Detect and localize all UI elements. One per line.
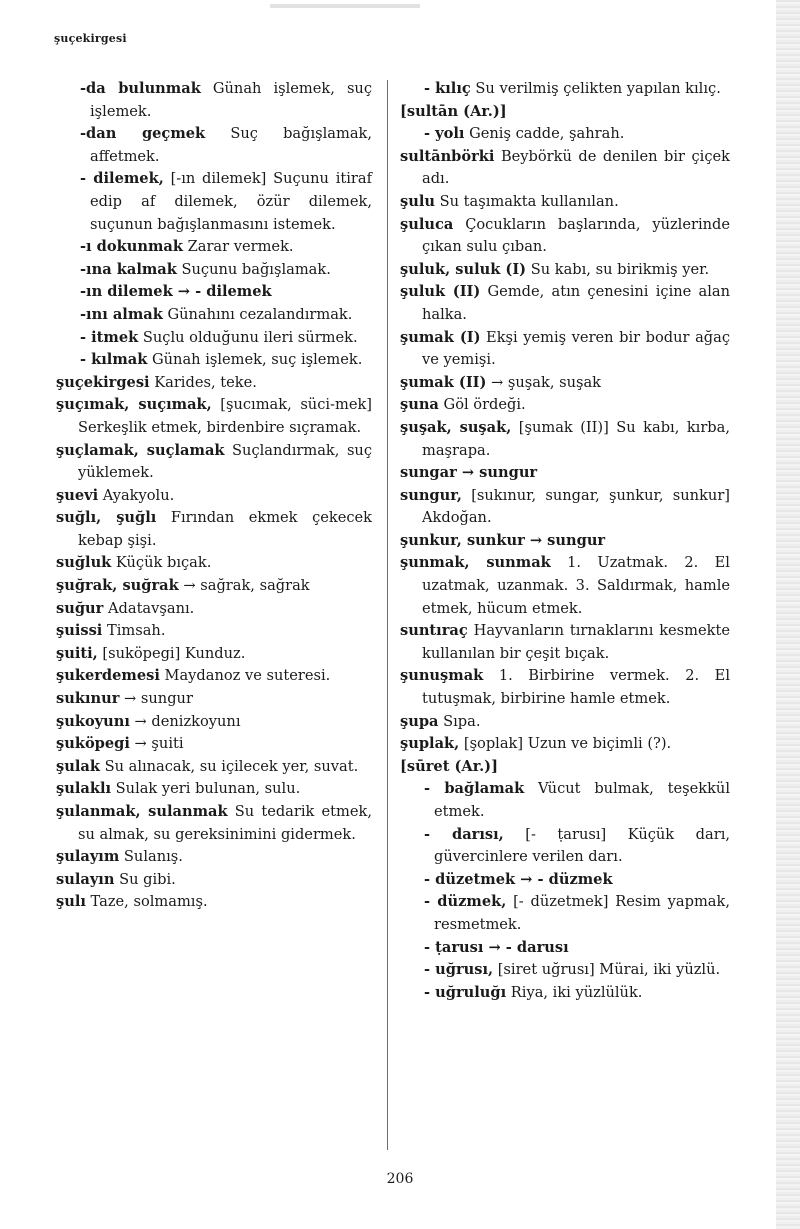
entry-headword: -dan geçmek — [80, 125, 206, 143]
dictionary-entry — [56, 575, 372, 598]
entry-definition: Günah işlemek, suç işlemek. — [90, 80, 373, 120]
entry-headword: şumak (II) — [400, 373, 487, 391]
entry-headword: şukoyunı — [56, 712, 130, 730]
running-head: şuçekirgesi — [54, 32, 127, 45]
entry-definition: Riya, iki yüzlülük. — [506, 983, 643, 1001]
entry-definition: [şumak (II)] Su kabı, kırba, maşrapa. — [422, 418, 730, 459]
entry-definition: Su tedarik etmek, su almak, su gereksinimini gidermek. — [78, 803, 372, 843]
entry-headword: şulu — [400, 192, 435, 210]
entry-definition: 1. Uzatmak. 2. El uzatmak, uzanmak. 3. Saldırmak, hamle etmek, hücum etmek. — [422, 554, 730, 617]
entry-definition: Günahını cezalandırmak. — [162, 305, 353, 323]
entry-headword: şunkur, sunkur → sungur — [400, 531, 606, 549]
entry-definition: [siret uğrusı] Mürai, iki yüzlü. — [493, 961, 721, 979]
entry-definition: Suçlu olduğunu ileri sürmek. — [138, 328, 358, 346]
dictionary-entry — [56, 756, 372, 779]
entry-headword: şuşak, suşak, — [400, 418, 512, 436]
dictionary-entry — [400, 485, 730, 530]
entry-definition: Su gibi. — [114, 870, 176, 888]
page-number: 206 — [386, 1171, 414, 1187]
entry-headword: şunmak, sunmak — [400, 554, 551, 572]
entry-definition: [sukınur, sungar, şunkur, sunkur] Akdoğan. — [422, 486, 730, 527]
dictionary-entry — [400, 146, 730, 191]
entry-definition: Su taşımakta kullanılan. — [434, 192, 619, 210]
dictionary-entry — [400, 711, 730, 734]
entry-headword: -da bulunmak — [80, 80, 201, 97]
entry-definition: Gemde, atın çenesini içine alan halka. — [422, 283, 730, 323]
dictionary-entry — [56, 394, 372, 439]
entry-definition: Taze, solmamış. — [85, 893, 208, 911]
sub-entry — [400, 959, 730, 982]
entry-headword: şuplak, — [400, 735, 460, 753]
entry-headword: şuçekirgesi — [56, 373, 150, 391]
dictionary-entry — [56, 552, 372, 575]
dictionary-entry — [56, 665, 372, 688]
entry-headword: şukerdemesi — [56, 667, 160, 685]
entry-headword: -ı dokunmak — [80, 238, 183, 256]
entry-definition: Sulanış. — [119, 848, 183, 866]
entry-headword: şuluk (II) — [400, 283, 481, 301]
dictionary-entry — [400, 101, 730, 124]
entry-headword: şulanmak, sulanmak — [56, 803, 228, 820]
entry-headword: şuğrak, suğrak — [56, 577, 179, 595]
entry-headword: [sūret (Ar.)] — [400, 757, 498, 775]
entry-headword: - itmek — [80, 328, 139, 346]
entry-headword: - darısı, — [424, 825, 504, 843]
sub-entry — [400, 869, 730, 892]
dictionary-entry — [56, 485, 372, 508]
entry-definition: Karides, teke. — [149, 373, 257, 391]
dictionary-entry — [56, 846, 372, 869]
entry-headword: - kılıç — [424, 80, 471, 97]
sub-entry — [400, 891, 730, 936]
entry-definition: → şuiti — [129, 735, 184, 753]
entry-definition: Günah işlemek, suç işlemek. — [147, 351, 363, 369]
dictionary-entry — [400, 733, 730, 756]
entry-headword: şuluca — [400, 215, 454, 233]
sub-entry — [400, 937, 730, 960]
entry-definition: Fırından ekmek çekecek kebap şişi. — [78, 509, 373, 549]
dictionary-entry — [400, 620, 730, 665]
entry-headword: - yolı — [424, 125, 465, 143]
dictionary-entry — [56, 598, 372, 621]
entry-definition: Ekşi yemiş veren bir bodur ağaç ve yemişi. — [422, 328, 730, 369]
sub-entry — [56, 168, 372, 236]
sub-entry — [56, 259, 372, 282]
entry-headword: - uğrusı, — [424, 961, 494, 979]
sub-entry — [56, 123, 372, 168]
sub-entry — [56, 281, 372, 304]
entry-headword: şulı — [56, 893, 86, 911]
sub-entry — [56, 327, 372, 350]
dictionary-entry — [400, 281, 730, 326]
sub-entry — [400, 123, 730, 146]
right-column — [400, 78, 730, 1004]
entry-definition: Su kabı, su birikmiş yer. — [526, 260, 710, 278]
entry-headword: şulaklı — [56, 780, 112, 798]
entry-headword: suntıraç — [400, 622, 468, 640]
sub-entry — [56, 236, 372, 259]
dictionary-entry — [400, 191, 730, 214]
dictionary-entry — [400, 552, 730, 620]
dictionary-entry — [56, 440, 372, 485]
dictionary-entry — [56, 869, 372, 892]
entry-headword: şuköpegi — [56, 735, 130, 753]
sub-entry — [400, 982, 730, 1005]
page-edge-shadow — [776, 0, 800, 1229]
entry-headword: - kılmak — [80, 351, 148, 369]
entry-headword: şulayım — [56, 848, 120, 866]
entry-headword: suğluk — [56, 554, 112, 572]
entry-definition: Suçunu bağışlamak. — [176, 260, 331, 278]
entry-definition: Su verilmiş çelikten yapılan kılıç. — [470, 80, 721, 97]
dictionary-entry — [400, 417, 730, 462]
entry-headword: sultānbörki — [400, 147, 495, 165]
dictionary-entry — [56, 733, 372, 756]
entry-definition: → denizkoyunı — [129, 712, 241, 730]
entry-headword: şumak (I) — [400, 328, 481, 346]
entry-definition: Su alınacak, su içilecek yer, suvat. — [99, 757, 359, 775]
entry-definition: Maydanoz ve suteresi. — [159, 667, 331, 685]
entry-definition: Sulak yeri bulunan, sulu. — [111, 780, 301, 798]
entry-definition: Çocukların başlarında, yüzlerinde çıkan sulu çıban. — [422, 215, 730, 256]
dictionary-entry — [56, 507, 372, 552]
entry-headword: - düzetmek → - düzmek — [424, 870, 613, 888]
entry-definition: Adatavşanı. — [103, 599, 195, 617]
entry-headword: - ṭarusı → - darusı — [424, 938, 569, 956]
sub-entry — [56, 78, 372, 123]
entry-headword: şuçlamak, suçlamak — [56, 441, 225, 459]
entry-headword: şuluk, suluk (I) — [400, 260, 527, 278]
entry-definition: Zarar vermek. — [182, 238, 294, 256]
entry-definition: [şucımak, süci-mek] Serkeşlik etmek, birdenbire sıçramak. — [78, 396, 372, 436]
entry-headword: şulak — [56, 757, 100, 775]
entry-definition: Ayakyolu. — [98, 486, 175, 504]
dictionary-entry — [400, 394, 730, 417]
entry-headword: -ın dilemek → - dilemek — [80, 283, 272, 301]
entry-definition: [- ṭarusı] Küçük darı, güvercinlere verilen darı. — [434, 825, 730, 866]
left-column — [56, 78, 372, 914]
entry-headword: şupa — [400, 712, 439, 730]
entry-headword: suğur — [56, 599, 104, 617]
dictionary-entry — [400, 259, 730, 282]
entry-headword: - bağlamak — [424, 780, 525, 798]
dictionary-entry — [400, 665, 730, 710]
entry-definition: 1. Birbirine vermek. 2. El tutuşmak, birbirine hamle etmek. — [422, 667, 730, 708]
dictionary-entry — [400, 756, 730, 779]
entry-definition: [suköpegi] Kunduz. — [97, 644, 246, 662]
entry-headword: sulayın — [56, 870, 115, 888]
dictionary-entry — [56, 801, 372, 846]
entry-definition: Hayvanların tırnaklarını kesmekte kullanılan bir çeşit bıçak. — [422, 622, 730, 662]
entry-definition: Beybörkü de denilen bir çiçek adı. — [422, 147, 730, 188]
dictionary-entry — [56, 372, 372, 395]
sub-entry — [400, 824, 730, 869]
dictionary-entry — [56, 643, 372, 666]
entry-headword: -ına kalmak — [80, 260, 177, 278]
entry-definition: Sıpa. — [438, 712, 481, 730]
entry-definition: [-ın dilemek] Suçunu itiraf edip af dilemek, özür dilemek, suçunun bağışlanmasını istemek. — [90, 170, 372, 233]
dictionary-entry — [56, 620, 372, 643]
entry-headword: şuçımak, suçımak, — [56, 396, 212, 414]
entry-definition: Timsah. — [102, 622, 166, 640]
entry-definition: → şuşak, suşak — [486, 373, 602, 391]
entry-headword: sungar → sungur — [400, 464, 538, 482]
entry-definition: → sungur — [119, 690, 193, 708]
entry-headword: şuissi — [56, 622, 103, 640]
entry-headword: - dilemek, — [80, 170, 164, 188]
dictionary-entry — [400, 462, 730, 485]
entry-headword: şunuşmak — [400, 667, 484, 685]
entry-headword: - uğruluğı — [424, 983, 507, 1001]
entry-definition: Geniş cadde, şahrah. — [464, 125, 625, 143]
entry-definition: Göl ördeği. — [438, 396, 526, 414]
entry-headword: suğlı, şuğlı — [56, 509, 157, 527]
dictionary-entry — [400, 530, 730, 553]
column-divider — [387, 80, 388, 1150]
entry-definition: Küçük bıçak. — [111, 554, 212, 572]
sub-entry — [56, 349, 372, 372]
entry-definition: Vücut bulmak, teşekkül etmek. — [434, 780, 730, 820]
dictionary-entry — [56, 778, 372, 801]
dictionary-entry — [56, 711, 372, 734]
entry-headword: şuiti, — [56, 644, 98, 662]
sub-entry — [400, 78, 730, 101]
entry-definition: Suç bağışlamak, affetmek. — [90, 125, 372, 165]
entry-headword: sungur, — [400, 486, 462, 504]
dictionary-entry — [400, 327, 730, 372]
entry-headword: -ını almak — [80, 305, 163, 323]
dictionary-entry — [400, 372, 730, 395]
dictionary-entry — [400, 214, 730, 259]
entry-headword: şuna — [400, 396, 439, 414]
entry-definition: → sağrak, sağrak — [178, 577, 310, 595]
entry-headword: şuevi — [56, 486, 99, 504]
entry-headword: - düzmek, — [424, 893, 507, 911]
entry-definition: [şoplak] Uzun ve biçimli (?). — [459, 735, 672, 753]
entry-headword: sukınur — [56, 690, 120, 708]
sub-entry — [400, 778, 730, 823]
dictionary-entry — [56, 891, 372, 914]
entry-headword: [sultān (Ar.)] — [400, 102, 507, 120]
dictionary-entry — [56, 688, 372, 711]
entry-definition: [- düzetmek] Resim yapmak, resmetmek. — [434, 893, 730, 933]
scan-smudge — [270, 4, 420, 8]
entry-definition: Suçlandırmak, suç yüklemek. — [78, 441, 373, 482]
sub-entry — [56, 304, 372, 327]
